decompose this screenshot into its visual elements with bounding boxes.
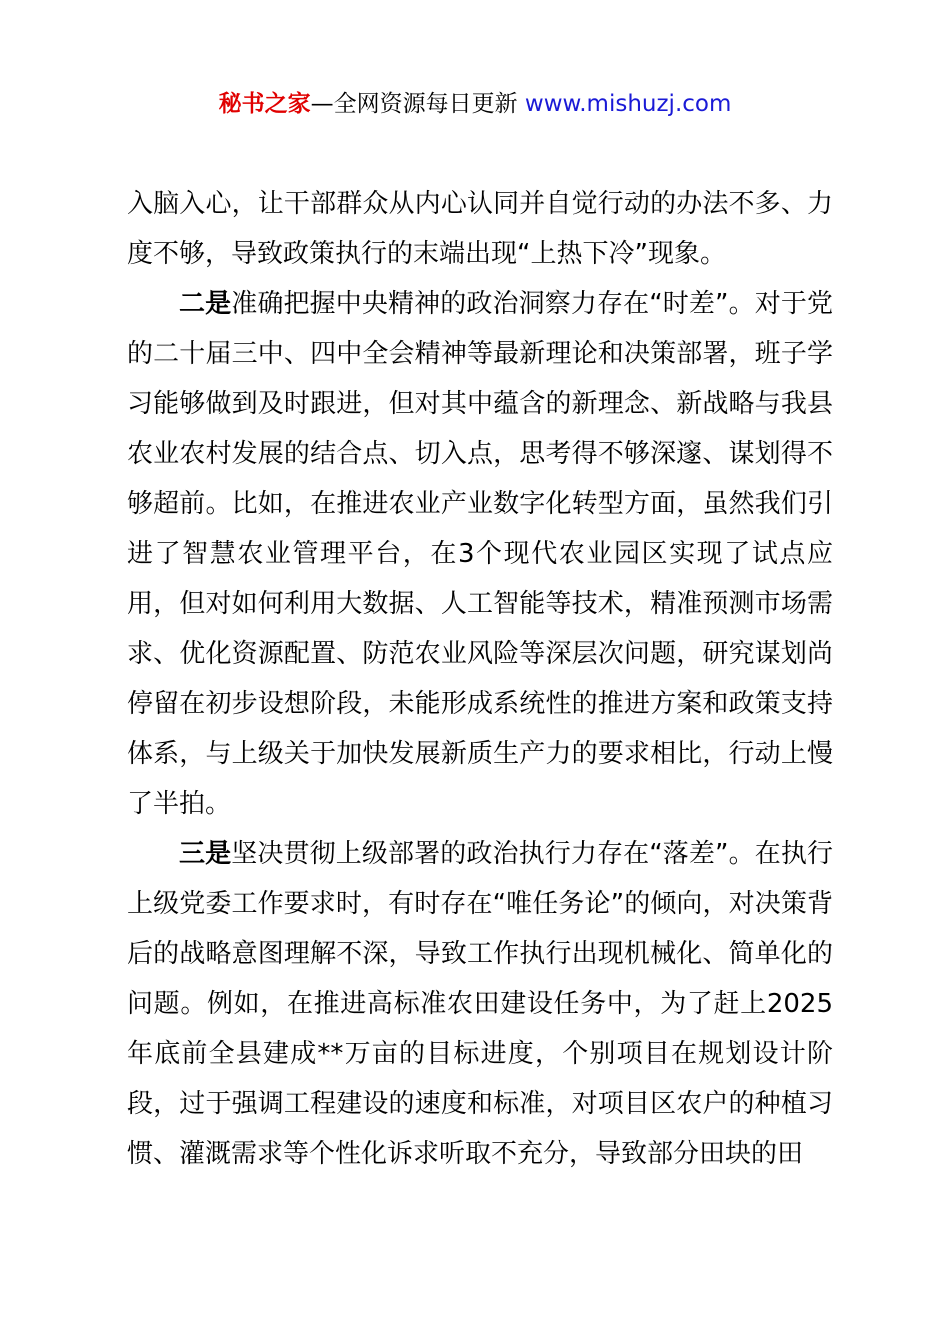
brand-name: 秘书之家 — [218, 91, 311, 117]
paragraph-continuation — [127, 179, 833, 279]
paragraph-text: 入脑入心，让干部群众从内心认同并自觉行动的办法不多、力度不够，导致政策执行的末端出现“上热下冷”现象。 — [127, 189, 833, 269]
paragraph-text: 准确把握中央精神的政治洞察力存在“时差”。对于党的二十届三中、四中全会精神等最新理论和决策部署，班子学习能够做到及时跟进，但对其中蕴含的新理念、新战略与我县农业农村发展的结合点、切入点，思考得不够深邃、谋划得不够超前。比如，在推进农业产业数字化转型方面，虽然我们引进了智慧农业管理平台，在3个现代农业园区实现了试点应用，但对如何利用大数据、人工智能等技术，精准预测市场需求、优化资源配置、防范农业风险等深层次问题，研究谋划尚停留在初步设想阶段，未能形成系统性的推进方案和政策支持体系，与上级关于加快发展新质生产力的要求相比，行动上慢了半拍。 — [127, 289, 833, 819]
document-body — [127, 179, 833, 1179]
site-header — [0, 84, 950, 124]
site-tagline: —全网资源每日更新 — [310, 91, 525, 117]
paragraph-point-three — [127, 829, 833, 1179]
paragraph-text: 坚决贯彻上级部署的政治执行力存在“落差”。在执行上级党委工作要求时，有时存在“唯任务论”的倾向，对决策背后的战略意图理解不深，导致工作执行出现机械化、简单化的问题。例如，在推进高标准农田建设任务中，为了赶上2025年底前全县建成**万亩的目标进度，个别项目在规划设计阶段，过于强调工程建设的速度和标准，对项目区农户的种植习惯、灌溉需求等个性化诉求听取不充分，导致部分田块的田 — [127, 839, 833, 1169]
paragraph-point-two — [127, 279, 833, 829]
site-url[interactable]: www.mishuzj.com — [524, 91, 732, 117]
paragraph-lead: 二是 — [179, 289, 232, 319]
paragraph-lead: 三是 — [179, 839, 232, 869]
